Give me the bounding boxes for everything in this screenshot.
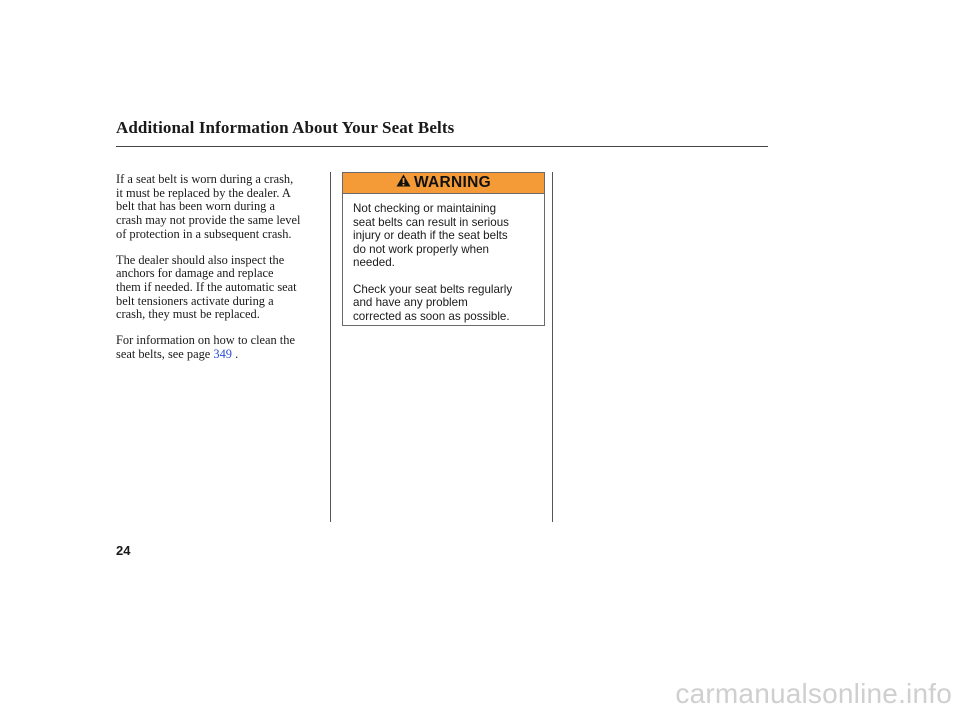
paragraph-replace-belts: If a seat belt is worn during a crash, it must be replaced by the dealer. A belt that has been worn during a crash may not provide the same level of protection in a subsequent crash.	[116, 172, 301, 241]
column-divider-right	[552, 172, 553, 522]
column-divider-left	[330, 172, 331, 522]
paragraph-inspect-anchors: The dealer should also inspect the anchors for damage and replace them if needed. If the automatic seat belt tensioners activate during a crash, they must be replaced.	[116, 252, 297, 322]
warning-box	[342, 172, 545, 326]
watermark: carmanualsonline.info	[675, 678, 952, 709]
warning-body	[343, 194, 544, 323]
warning-text-advice: Check your seat belts regularly and have any problem corrected as soon as possible.	[353, 282, 513, 323]
cleaning-reference-text: For information on how to clean the seat belts, see page	[116, 333, 295, 361]
paragraph-cleaning-reference	[116, 334, 326, 361]
warning-text-consequence: Not checking or maintaining seat belts can result in serious injury or death if the seat belts do not work properly when needed.	[353, 202, 509, 269]
page-number: 24	[116, 543, 131, 558]
warning-triangle-icon	[396, 174, 411, 192]
page-349-link[interactable]: 349	[213, 346, 232, 361]
warning-title: WARNING	[413, 174, 491, 191]
heading-divider	[116, 146, 768, 147]
cleaning-reference-suffix: .	[231, 346, 239, 361]
warning-header	[343, 173, 544, 194]
body-text-column	[116, 173, 326, 373]
section-heading: Additional Information About Your Seat Belts	[116, 118, 455, 137]
